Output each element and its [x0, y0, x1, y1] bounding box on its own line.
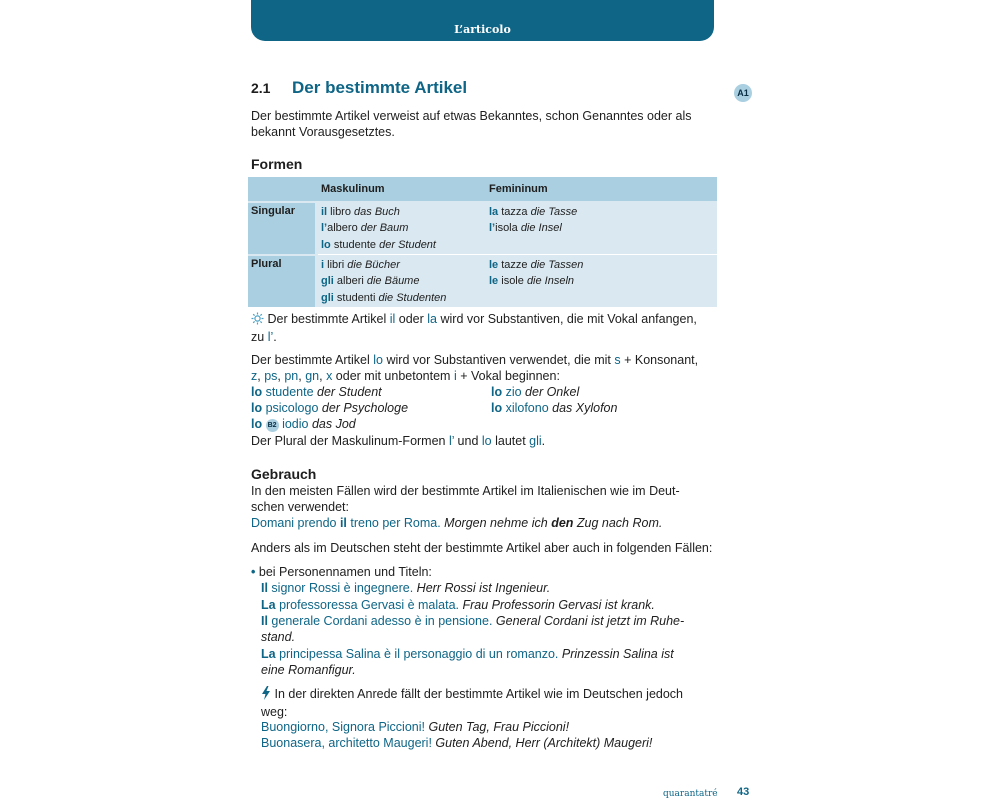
- intro-paragraph: [251, 108, 721, 141]
- col-header-maskulinum: Maskulinum: [321, 183, 385, 195]
- col-header-femininum: Femininum: [489, 183, 548, 195]
- table-entry: i libri die Bücher: [321, 259, 400, 271]
- table-entry: le tazze die Tassen: [489, 259, 584, 271]
- example-rossi: Il signor Rossi è ingegnere. Herr Rossi ist Ingenieur.: [261, 581, 551, 595]
- example-greeting-1: Buongiorno, Signora Piccioni! Guten Tag, Frau Piccioni!: [261, 720, 570, 734]
- intro-line-1: Der bestimmte Artikel verweist auf etwas Bekanntes, schon Genanntes oder als: [251, 109, 692, 123]
- table-entry: le isole die Inseln: [489, 275, 575, 288]
- row-separator: [318, 254, 717, 255]
- section-number: 2.1: [251, 80, 271, 96]
- table-header-row: [248, 177, 717, 201]
- note-elision: Der bestimmte Artikel il oder la wird vor Substantiven, die mit Vokal anfangen, zu l’.: [251, 312, 697, 345]
- example-lo-zio: lo zio der Onkel: [491, 385, 580, 399]
- page-number-word: quarantatré: [663, 789, 718, 799]
- row-label-plural: Plural: [248, 256, 315, 307]
- example-lo-studente: lo studente der Student: [251, 385, 382, 399]
- example-lo-iodio: lo B2 iodio das Jod: [251, 417, 356, 431]
- heading-gebrauch: Gebrauch: [251, 466, 317, 482]
- example-lo-xilofono: lo xilofono das Xylofon: [491, 401, 618, 415]
- level-badge: A1: [734, 84, 752, 102]
- table-entry: gli studenti die Studenten: [321, 291, 447, 304]
- table-entry: l’albero der Baum: [321, 222, 409, 235]
- table-entry: il libro das Buch: [321, 206, 400, 218]
- example-greeting-2: Buonasera, architetto Maugeri! Guten Abend, Herr (Architekt) Maugeri!: [261, 736, 653, 750]
- cell-singular-maskulinum: [321, 204, 436, 253]
- lightning-warning-icon: [261, 686, 271, 704]
- heading-formen: Formen: [251, 156, 303, 172]
- page-number: 43: [737, 786, 750, 798]
- cell-plural-maskulinum: [321, 257, 446, 306]
- table-entry: lo studente der Student: [321, 238, 436, 251]
- bullet-personennamen: • bei Personennamen und Titeln:: [251, 565, 432, 579]
- article-forms-table: [248, 177, 717, 307]
- chapter-title: L’articolo: [454, 23, 511, 36]
- table-entry: l’isola die Insel: [489, 222, 562, 235]
- anders-paragraph: Anders als im Deutschen steht der bestimmte Artikel aber auch in folgenden Fällen:: [251, 541, 713, 555]
- lo-rule-paragraph: Der bestimmte Artikel lo wird vor Substantiven verwendet, die mit s + Konsonant, z, ps, pn, gn, x oder mit unbetontem i + Vokal beginnen:: [251, 353, 699, 384]
- intro-line-2: bekannt Vorausgesetztes.: [251, 125, 395, 140]
- example-lo-psicologo: lo psicologo der Psychologe: [251, 401, 409, 415]
- row-label-singular: Singular: [248, 203, 315, 254]
- lightbulb-tip-icon: [251, 312, 264, 329]
- level-badge-b2: B2: [266, 419, 279, 432]
- example-cordani: Il generale Cordani adesso è in pensione. General Cordani ist jetzt im Ruhe- stand.: [261, 614, 685, 645]
- note-direct-address: In der direkten Anrede fällt der bestimmte Artikel wie im Deutschen jedoch weg:: [261, 687, 684, 720]
- plural-rule-line: Der Plural der Maskulinum-Formen l’ und lo lautet gli.: [251, 434, 546, 448]
- cell-singular-femininum: [489, 204, 577, 237]
- gebrauch-intro: In den meisten Fällen wird der bestimmte Artikel im Italienischen wie im Deut- schen verwendet:: [251, 484, 680, 515]
- table-entry: gli alberi die Bäume: [321, 275, 420, 288]
- table-entry: la tazza die Tasse: [489, 206, 578, 218]
- cell-plural-femininum: [489, 257, 583, 290]
- example-gervasi: La professoressa Gervasi è malata. Frau Professorin Gervasi ist krank.: [261, 598, 655, 612]
- chapter-header-tab: [251, 0, 714, 41]
- example-salina: La principessa Salina è il personaggio di un romanzo. Prinzessin Salina ist eine Romanfigur.: [261, 647, 674, 678]
- gebrauch-example: Domani prendo il treno per Roma. Morgen nehme ich den Zug nach Rom.: [251, 516, 663, 530]
- section-title: Der bestimmte Artikel: [292, 78, 468, 97]
